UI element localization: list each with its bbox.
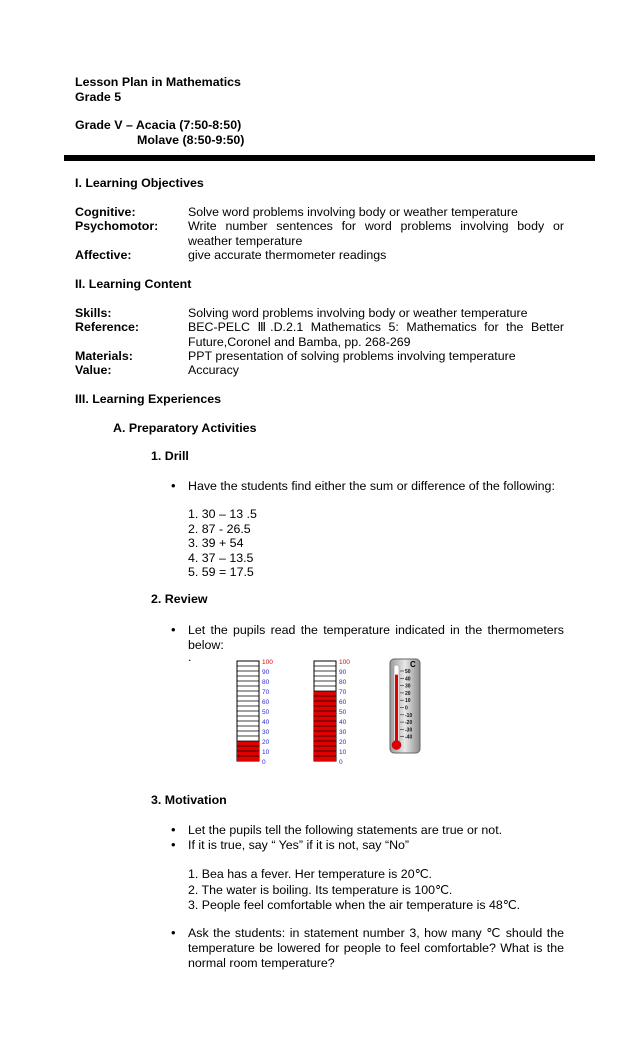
scale-label: 10 <box>405 698 411 705</box>
scale-label: -40 <box>405 734 413 741</box>
scale-label: 70 <box>262 689 270 696</box>
thermometer-2-image <box>311 659 357 765</box>
scale-label: 30 <box>339 729 347 736</box>
bullet-icon: • <box>171 622 176 637</box>
scale-label: 30 <box>262 729 270 736</box>
thermometer-1-image <box>234 659 280 765</box>
content-label: Skills: <box>75 306 112 320</box>
scale-label: 30 <box>405 683 411 690</box>
bullet-icon: • <box>171 822 176 837</box>
bullet-icon: • <box>171 925 176 940</box>
scale-label: 60 <box>262 699 270 706</box>
motivation-bullet: If it is true, say “ Yes” if it is not, say “No” <box>188 838 410 852</box>
thermometer-1-labels <box>262 659 273 765</box>
content-label: Materials: <box>75 349 133 363</box>
scale-label: 60 <box>339 699 347 706</box>
grade-label: Grade 5 <box>75 90 122 104</box>
review-dot: . <box>188 650 192 664</box>
list-item: 3. People feel comfortable when the air temperature is 48℃. <box>188 898 521 912</box>
scale-label: 50 <box>339 709 347 716</box>
document-title: Lesson Plan in Mathematics <box>75 75 241 89</box>
motivation-heading: 3. Motivation <box>151 793 227 807</box>
scale-label: -10 <box>405 712 413 719</box>
scale-label: 80 <box>339 679 347 686</box>
experiences-heading: III. Learning Experiences <box>75 392 221 406</box>
objective-text: give accurate thermometer readings <box>188 248 387 262</box>
scale-label: -20 <box>405 720 413 727</box>
scale-label: 20 <box>262 739 270 746</box>
bullet-icon: • <box>171 478 176 493</box>
objectives-heading: I. Learning Objectives <box>75 176 204 190</box>
thermometer-3-bulb <box>392 741 401 750</box>
content-text: Solving word problems involving body or weather temperature <box>188 306 528 320</box>
section-line-1: Grade V – Acacia (7:50-8:50) <box>75 118 242 132</box>
scale-label: 100 <box>262 659 273 666</box>
drill-list <box>188 507 257 580</box>
motivation-list <box>188 867 520 914</box>
scale-label: 10 <box>339 749 347 756</box>
scale-label: 90 <box>339 669 347 676</box>
content-heading: II. Learning Content <box>75 277 192 291</box>
list-item: 2. 87 - 26.5 <box>188 521 251 536</box>
list-item: 3. 39 + 54 <box>188 536 244 550</box>
section-line-2: Molave (8:50-9:50) <box>137 133 245 147</box>
list-item: 4. 37 – 13.5 <box>188 550 254 565</box>
scale-label: 40 <box>262 719 270 726</box>
scale-label: 10 <box>262 749 270 756</box>
scale-label: 80 <box>262 679 270 686</box>
content-label: Value: <box>75 363 112 377</box>
thermometer-3-image <box>388 657 422 755</box>
objective-label: Cognitive: <box>75 205 136 219</box>
content-text: Accuracy <box>188 363 239 377</box>
content-text: BEC-PELC Ⅲ.D.2.1 Mathematics 5: Mathematics for the Better Future,Coronel and Bamba, pp. 268-269 <box>188 320 564 349</box>
scale-label: 100 <box>339 659 350 666</box>
divider-rule <box>64 155 595 161</box>
objective-label: Psychomotor: <box>75 219 159 233</box>
scale-label: 40 <box>339 719 347 726</box>
objective-text: Write number sentences for word problems involving body or weather temperature <box>188 219 564 248</box>
motivation-bullet: Let the pupils tell the following statements are true or not. <box>188 823 503 837</box>
scale-label: 70 <box>339 689 347 696</box>
objective-label: Affective: <box>75 248 132 262</box>
thermometer-2-labels <box>339 659 350 765</box>
scale-label: -30 <box>405 727 413 734</box>
list-item: 5. 59 = 17.5 <box>188 565 254 579</box>
motivation-question: Ask the students: in statement number 3, how many ℃ should the temperature be lowered for people to feel comfortable? What is the normal room temperature? <box>188 926 564 970</box>
scale-label: 40 <box>405 676 411 683</box>
scale-label: 0 <box>405 705 408 712</box>
scale-label: 0 <box>262 759 266 765</box>
bullet-icon: • <box>171 837 176 852</box>
list-item: 1. 30 – 13 .5 <box>188 507 257 521</box>
drill-heading: 1. Drill <box>151 449 189 463</box>
list-item: 2. The water is boiling. Its temperature is 100℃. <box>188 882 453 897</box>
thermometer-3-mercury <box>395 675 398 745</box>
drill-instruction: Have the students find either the sum or difference of the following: <box>188 479 555 493</box>
scale-label: 90 <box>262 669 270 676</box>
content-text: PPT presentation of solving problems involving temperature <box>188 349 516 363</box>
review-instruction: Let the pupils read the temperature indicated in the thermometers below: <box>188 623 564 652</box>
review-heading: 2. Review <box>151 592 208 606</box>
scale-label: 20 <box>339 739 347 746</box>
scale-label: 50 <box>262 709 270 716</box>
scale-label: 0 <box>339 759 343 765</box>
content-label: Reference: <box>75 320 140 334</box>
objective-text: Solve word problems involving body or weather temperature <box>188 205 518 219</box>
scale-label: 50 <box>405 669 411 675</box>
scale-label: 20 <box>405 690 411 697</box>
list-item: 1. Bea has a fever. Her temperature is 20℃. <box>188 867 432 881</box>
preparatory-heading: A. Preparatory Activities <box>113 421 257 435</box>
thermometer-3-unit: C <box>410 660 416 669</box>
